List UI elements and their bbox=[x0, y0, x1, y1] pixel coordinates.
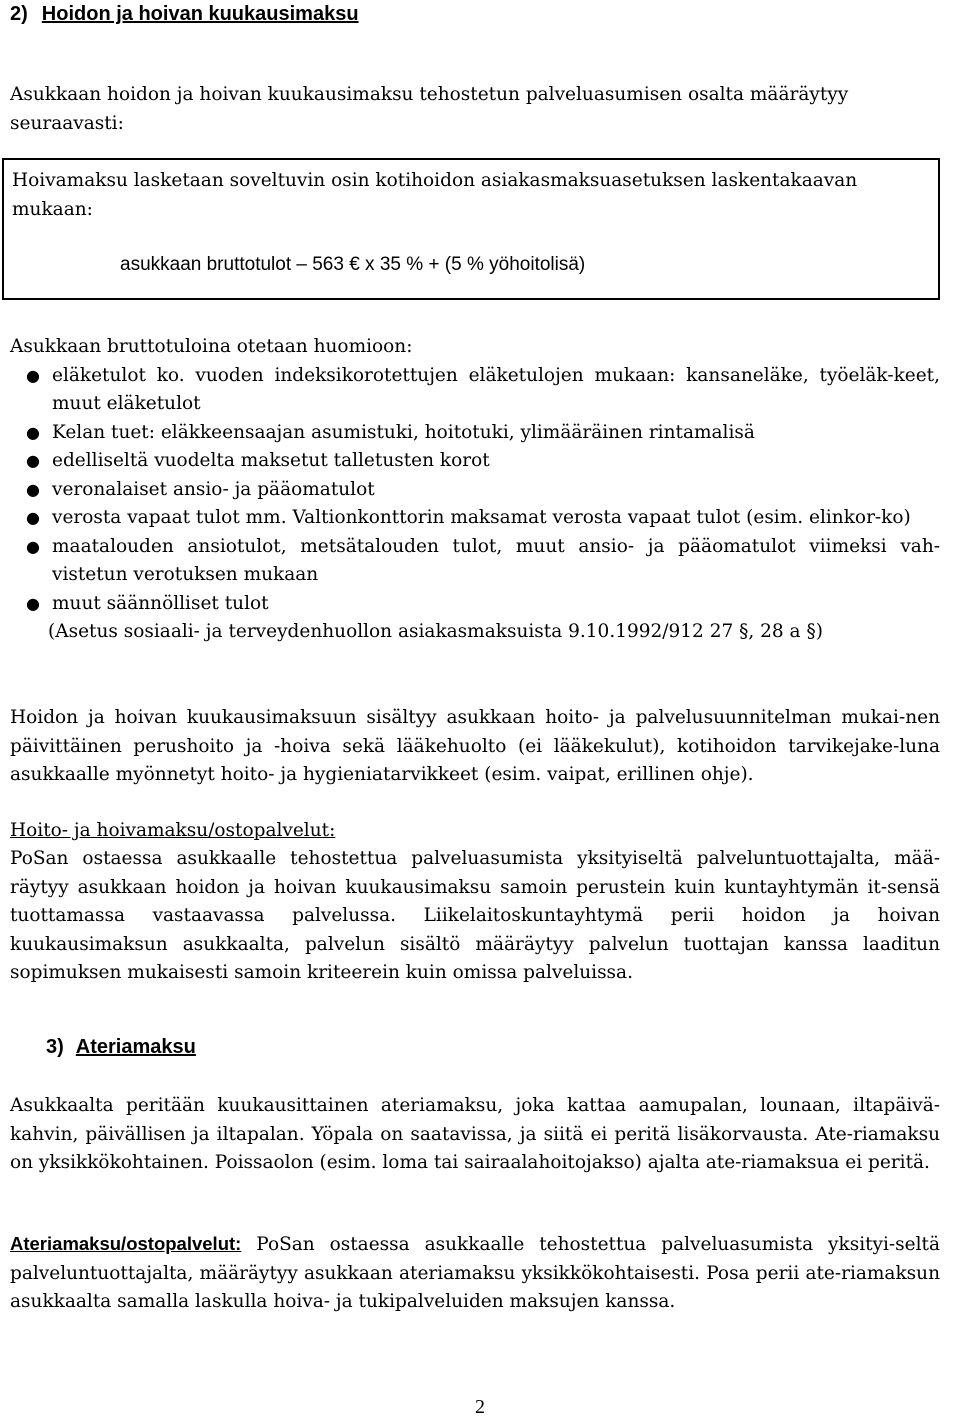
formula: asukkaan bruttotulot – 563 € x 35 % + (5 % yöhoitolisä) bbox=[120, 254, 586, 275]
meal-outsourced-text: PoSan ostaessa asukkaalle tehostettua palveluasumista yksityi-seltä palveluntuottajalta, määräytyy asukkaan ateriamaksu yksikkökohtaisesti. Posa perii ate-riamaksun asukkaalta samalla laskulla hoiva- ja tukipalveluiden maksujen kanssa. bbox=[10, 1234, 940, 1312]
bullet-icon: ● bbox=[26, 451, 40, 470]
section-number: 2) bbox=[10, 3, 28, 25]
meal-fee-paragraph: Asukkaalta peritään kuukausittainen ateriamaksu, joka kattaa aamupalan, lounaan, iltapäivä-kahvin, päivällisen ja iltapalan. Yöpala on saatavissa, ja siitä ei peritä lisäkorvausta. Ate-riamaksu on yksikkökohtainen. Poissaolon (esim. loma tai sairaalahoitojakso) ajalta ate-riamaksua ei peritä. bbox=[10, 1095, 940, 1173]
list-item: ● muut säännölliset tulot bbox=[10, 590, 940, 619]
income-heading: Asukkaan bruttotuloina otetaan huomioon: bbox=[10, 336, 413, 357]
section-title: Hoidon ja hoivan kuukausimaksu bbox=[41, 3, 359, 25]
section-number: 3) bbox=[46, 1036, 64, 1058]
section-title: Ateriamaksu bbox=[75, 1036, 196, 1058]
page-number: 2 bbox=[475, 1396, 485, 1418]
legal-reference: (Asetus sosiaali- ja terveydenhuollon asiakasmaksuista 9.10.1992/912 27 §, 28 a §) bbox=[48, 621, 823, 642]
bullet-icon: ● bbox=[26, 365, 40, 385]
bullet-icon: ● bbox=[26, 593, 40, 613]
section-2-heading bbox=[10, 0, 359, 29]
bullet-icon: ● bbox=[26, 422, 40, 442]
formula-box-text: Hoivamaksu lasketaan soveltuvin osin kotihoidon asiakasmaksuasetuksen laskentakaavan mukaan: bbox=[12, 170, 858, 220]
list-item: ● Kelan tuet: eläkkeensaajan asumistuki, hoitotuki, ylimääräinen rintamalisä bbox=[10, 419, 940, 448]
list-item: ● veronalaiset ansio- ja pääomatulot bbox=[10, 476, 940, 505]
list-item: ● eläketulot ko. vuoden indeksikorotettujen eläketulojen mukaan: kansaneläke, työeläk-keet, muut eläketulot bbox=[10, 362, 940, 419]
outsourced-care-paragraph: PoSan ostaessa asukkaalle tehostettua palveluasumista yksityiseltä palveluntuottajalta, mää-räytyy asukkaan hoidon ja hoivan kuukausimaksu samoin perustein kuin kuntayhtymän it-sensä tuottamassa vastaavassa palvelussa. Liikelaitoskuntayhtymä perii hoidon ja hoivan kuukausimaksun asukkaalta, palvelun sisältö määräytyy palvelun tuottajan kanssa laaditun sopimuksen mukaisesti samoin kriteerein kuin omissa palveluissa. bbox=[10, 848, 940, 983]
list-item: ● verosta vapaat tulot mm. Valtionkonttorin maksamat verosta vapaat tulot (esim. elinkor-ko) bbox=[10, 504, 940, 533]
bullet-icon: ● bbox=[26, 508, 40, 527]
bullet-icon: ● bbox=[26, 536, 40, 556]
included-services-paragraph: Hoidon ja hoivan kuukausimaksuun sisältyy asukkaan hoito- ja palvelusuunnitelman mukai-nen päivittäinen perushoito ja -hoiva sekä lääkehuolto (ei lääkekulut), kotihoidon tarvikejake-luna asukkaalle myönnetyt hoito- ja hygieniatarvikkeet (esim. vaipat, erillinen ohje). bbox=[10, 707, 940, 785]
meal-outsourced-heading: Ateriamaksu/ostopalvelut: bbox=[10, 1233, 242, 1254]
outsourced-care-heading: Hoito- ja hoivamaksu/ostopalvelut: bbox=[10, 820, 336, 841]
meal-outsourced-paragraph bbox=[10, 1230, 940, 1317]
income-section bbox=[10, 333, 940, 647]
formula-box bbox=[2, 158, 940, 300]
bullet-icon: ● bbox=[26, 479, 40, 499]
section-3-heading bbox=[46, 1033, 196, 1062]
intro-paragraph: Asukkaan hoidon ja hoivan kuukausimaksu tehostetun palveluasumisen osalta määräytyy seuraavasti: bbox=[10, 84, 849, 134]
list-item: ● maatalouden ansiotulot, metsätalouden tulot, muut ansio- ja pääomatulot viimeksi vah-vistetun verotuksen mukaan bbox=[10, 533, 940, 590]
list-item: ● edelliseltä vuodelta maksetut talletusten korot bbox=[10, 447, 940, 476]
income-list bbox=[10, 362, 940, 619]
